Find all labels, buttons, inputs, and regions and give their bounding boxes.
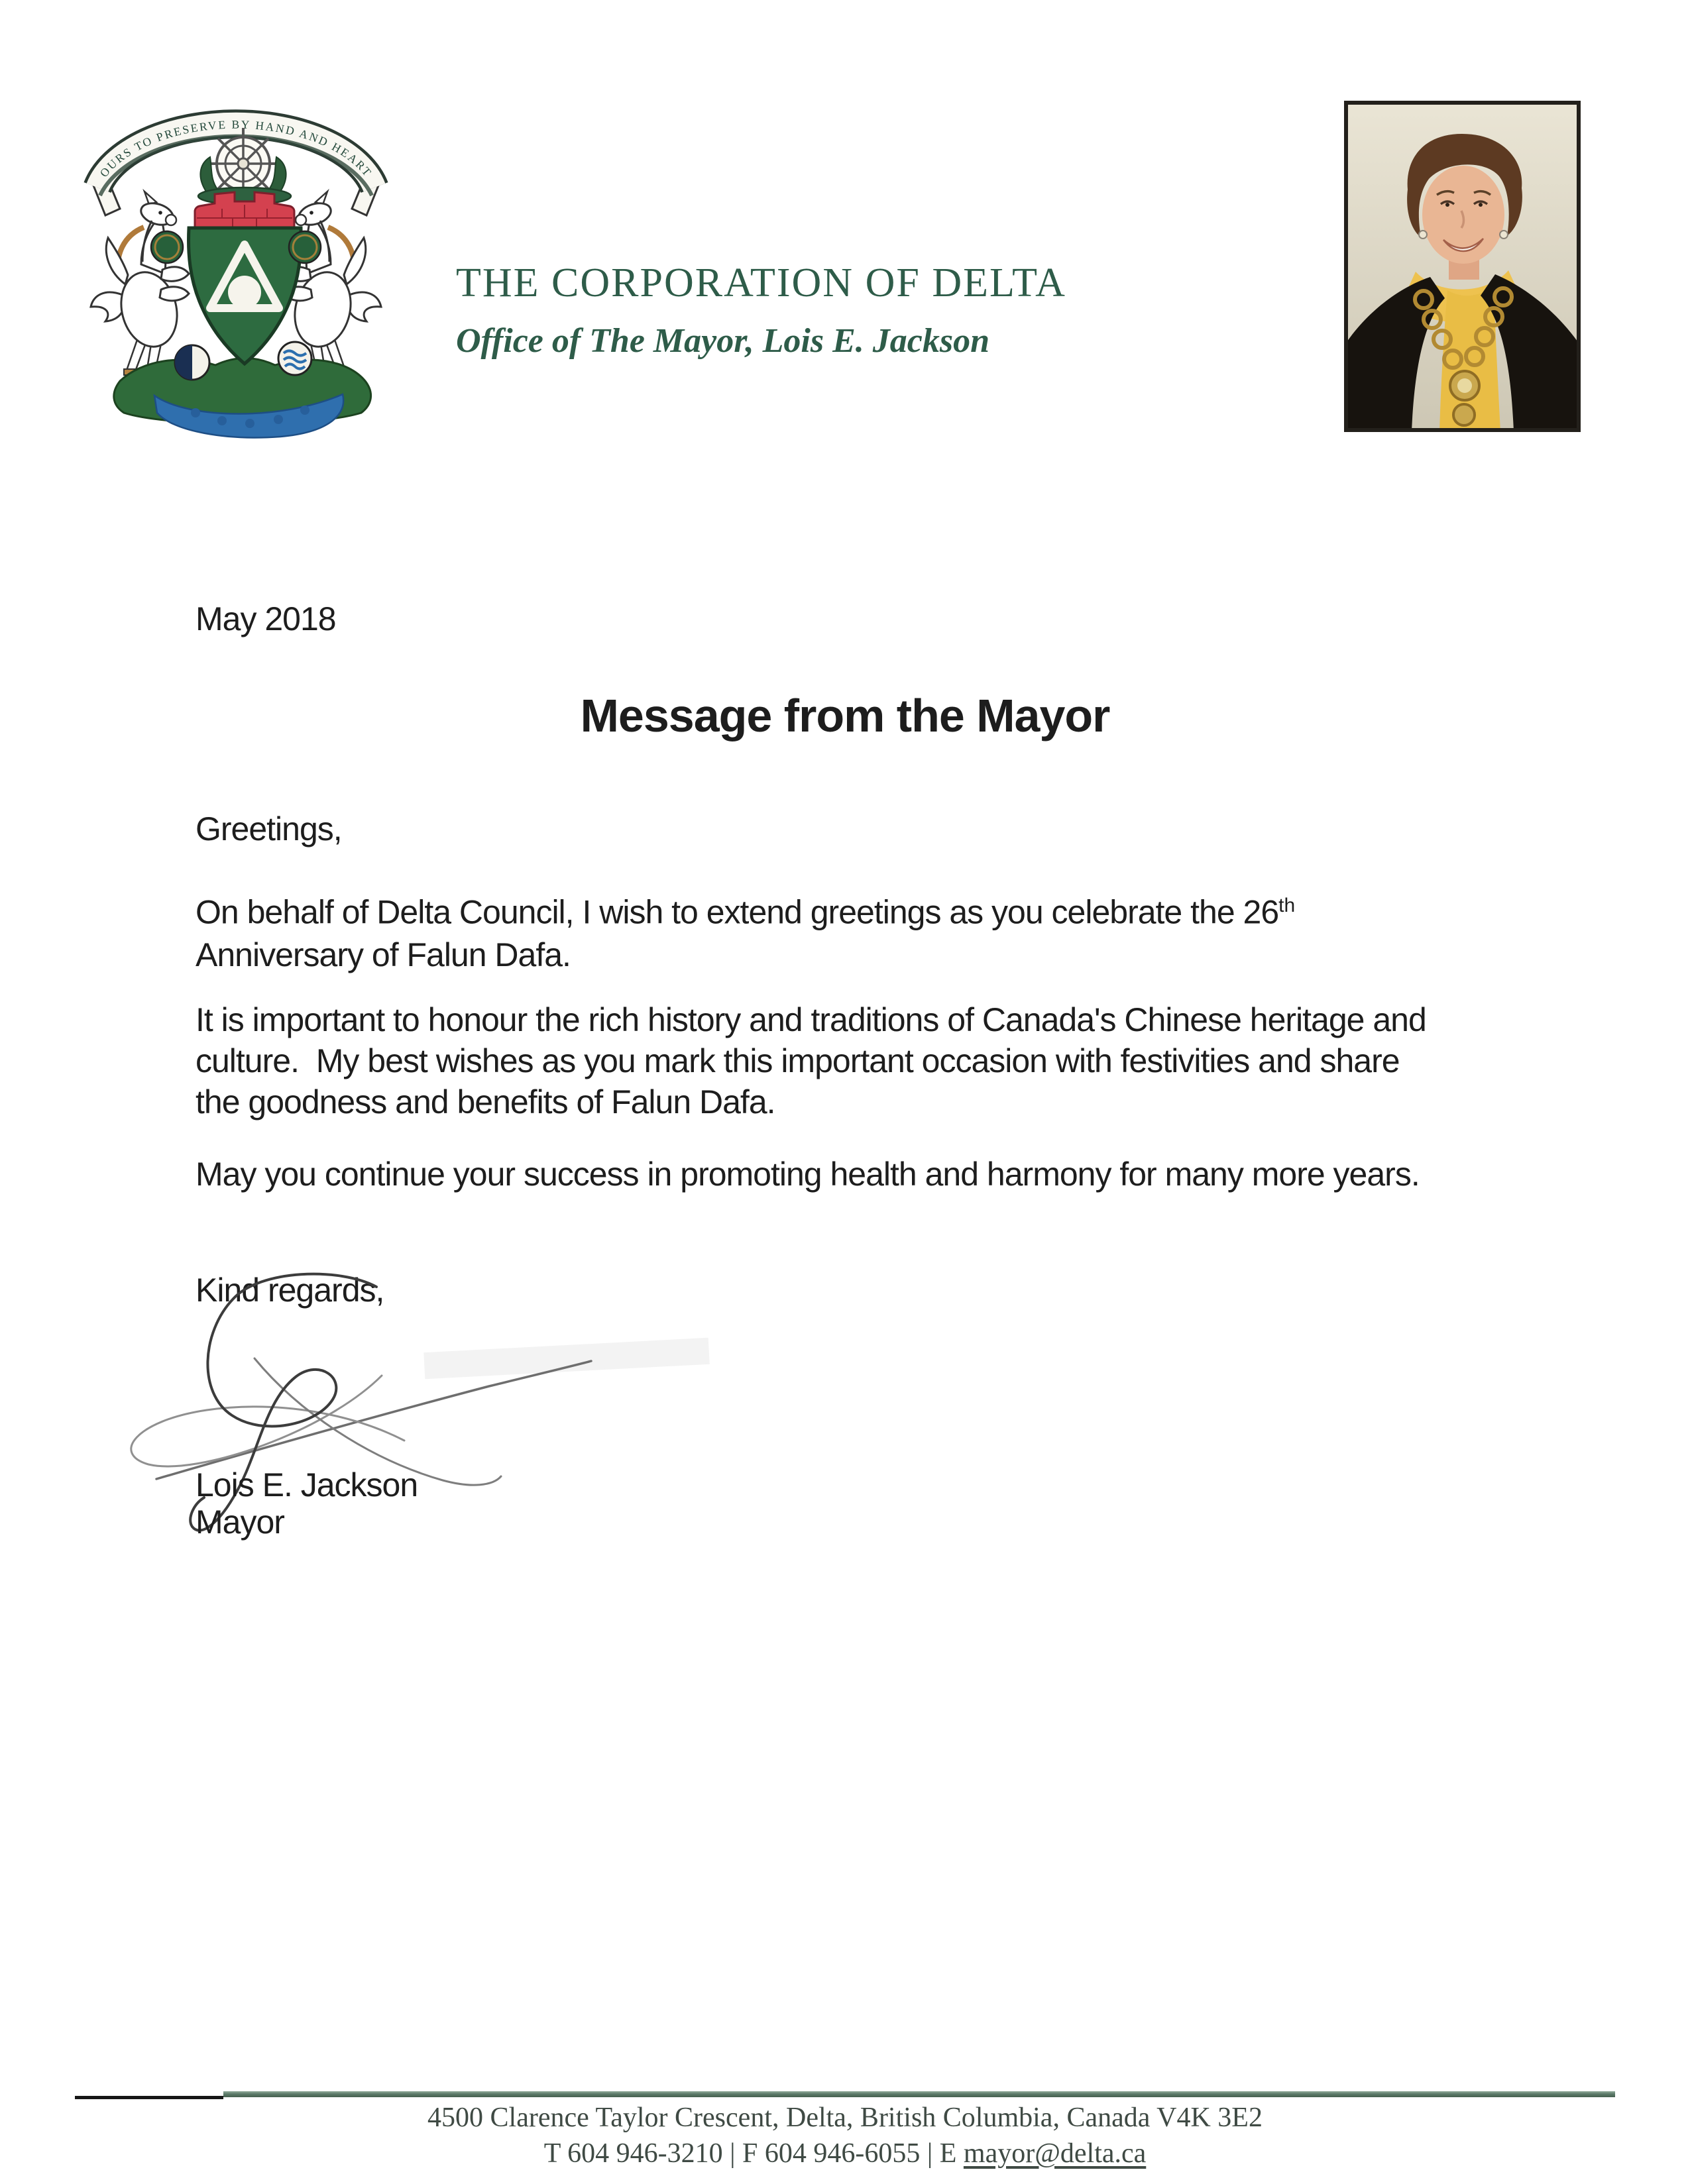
footer-contact-numbers: T 604 946-3210 | F 604 946-6055 | E	[543, 2138, 964, 2169]
wave-roundel	[278, 342, 311, 375]
footer-email-link[interactable]: mayor@delta.ca	[963, 2138, 1147, 2169]
paragraph-1-line-2: Anniversary of Falun Dafa.	[196, 936, 571, 973]
letter-date: May 2018	[196, 600, 336, 637]
letterhead-text	[456, 260, 1185, 360]
signer-name: Lois E. Jackson	[196, 1466, 418, 1503]
coat-of-arms-graphic	[83, 96, 389, 444]
paragraph-2-line-1: It is important to honour the rich history and traditions of Canada's Chinese heritage and	[196, 1001, 1426, 1038]
office-line: Office of The Mayor, Lois E. Jackson	[456, 322, 989, 360]
salutation: Greetings,	[196, 810, 342, 847]
footer-address: 4500 Clarence Taylor Crescent, Delta, British Columbia, Canada V4K 3E2	[427, 2102, 1263, 2133]
horse-plume	[91, 292, 125, 321]
horse-supporter-left	[91, 191, 189, 378]
delta-coat-of-arms	[83, 96, 389, 444]
paragraph-3	[196, 1153, 1521, 1195]
mayor-photo	[1344, 101, 1581, 432]
org-name: THE CORPORATION OF DELTA	[456, 260, 1066, 305]
crest-motto: OURS TO PRESERVE BY HAND AND HEART	[97, 117, 375, 180]
paragraph-1-line-1: On behalf of Delta Council, I wish to extend greetings as you celebrate the 26	[196, 893, 1279, 931]
signer-title: Mayor	[196, 1503, 284, 1541]
paragraph-2-line-2: culture. My best wishes as you mark this important occasion with festivities and share	[196, 1042, 1400, 1079]
mayor-portrait-graphic	[1344, 101, 1581, 432]
scan-smudge	[423, 1338, 710, 1379]
paragraph-2-line-3: the goodness and benefits of Falun Dafa.	[196, 1083, 775, 1120]
footer-contact	[0, 2138, 1690, 2169]
signature-stroke	[131, 1376, 404, 1466]
footer-rule-green	[223, 2091, 1615, 2097]
chain-pendant	[1453, 404, 1475, 425]
paragraph-2	[196, 999, 1521, 1122]
signature-stroke	[156, 1361, 591, 1479]
ordinal-superscript: th	[1278, 895, 1296, 916]
closing: Kind regards,	[196, 1272, 384, 1309]
crescent-roundel	[175, 345, 209, 380]
paragraph-3-line-1: May you continue your success in promoting health and harmony for many more years.	[196, 1156, 1420, 1193]
footer-rule-black	[75, 2096, 223, 2099]
letter-title: Message from the Mayor	[580, 690, 1110, 741]
paragraph-1	[196, 885, 1521, 976]
horse-eye	[158, 211, 162, 215]
face	[1422, 166, 1504, 264]
